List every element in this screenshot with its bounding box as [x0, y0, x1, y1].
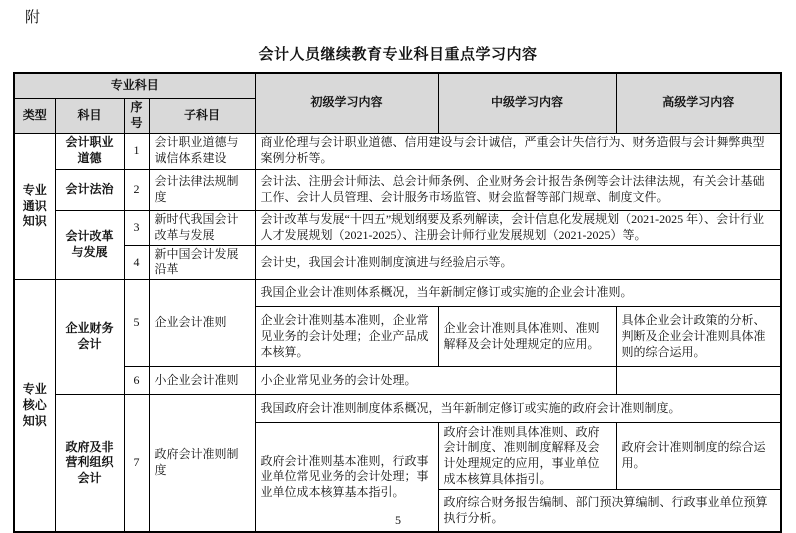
- subject-cell-enterprise-accounting: 企业财务会计: [55, 280, 124, 395]
- content-cell-r7-junior: 政府会计准则基本准则，行政事业单位常见业务的会计处理；事业单位成本核算基本指引。: [255, 423, 438, 533]
- content-cell-r5-senior: 具体企业会计政策的分析、判断及企业会计准则具体准则的综合运用。: [616, 307, 781, 367]
- content-cell-r5-overview: 我国企业会计准则体系概况，当年新制定修订或实施的企业会计准则。: [255, 280, 781, 307]
- study-content-table: [13, 72, 782, 533]
- seq-cell-r1: 1: [124, 133, 149, 169]
- attachment-label: 附: [25, 10, 41, 26]
- content-cell-r7-overview: 我国政府会计准则制度体系概况，当年新制定修订或实施的政府会计准则制度。: [255, 395, 781, 423]
- content-cell-r6: 小企业常见业务的会计处理。: [255, 367, 616, 395]
- subsubject-cell-r2: 会计法律法规制度: [149, 169, 255, 210]
- content-cell-r7-intermediate-senior: 政府综合财务报告编制、部门预决算编制、行政事业单位预算执行分析。: [438, 490, 781, 533]
- seq-cell-r4: 4: [124, 245, 149, 280]
- content-cell-r4: 会计史，我国会计准则制度演进与经验启示等。: [255, 245, 781, 280]
- page-title: 会计人员继续教育专业科目重点学习内容: [258, 47, 538, 63]
- header-type: 类型: [14, 99, 55, 134]
- content-cell-r7-intermediate: 政府会计准则具体准则、政府会计制度、准则制度解释及会计处理规定的应用，事业单位成本核算具体指引。: [438, 423, 616, 490]
- subject-cell-r1: 会计职业道德: [55, 133, 124, 169]
- header-seq: 序号: [124, 99, 149, 134]
- content-cell-r6-senior: [616, 367, 781, 395]
- subsubject-cell-r4: 新中国会计发展沿革: [149, 245, 255, 280]
- type-cell-core-knowledge: 专业核心知识: [14, 280, 55, 533]
- content-cell-r7-senior: 政府会计准则制度的综合运用。: [616, 423, 781, 490]
- subject-cell-government-accounting: 政府及非营利组织会计: [55, 395, 124, 533]
- content-cell-r1: 商业伦理与会计职业道德、信用建设与会计诚信，严重会计失信行为、财务造假与会计舞弊典型案例分析等。: [255, 133, 781, 169]
- subsubject-cell-r6: 小企业会计准则: [149, 367, 255, 395]
- seq-cell-r3: 3: [124, 210, 149, 245]
- type-cell-general-knowledge: 专业通识知识: [14, 133, 55, 280]
- subsubject-cell-r3: 新时代我国会计改革与发展: [149, 210, 255, 245]
- header-subject: 科目: [55, 99, 124, 134]
- subsubject-cell-r5: 企业会计准则: [149, 280, 255, 367]
- subject-cell-reform: 会计改革与发展: [55, 210, 124, 280]
- header-subsubject: 子科目: [149, 99, 255, 134]
- seq-cell-r6: 6: [124, 367, 149, 395]
- header-senior-content: 高级学习内容: [616, 73, 781, 133]
- content-cell-r5-intermediate: 企业会计准则具体准则、准则解释及会计处理规定的应用。: [438, 307, 616, 367]
- subject-cell-r2: 会计法治: [55, 169, 124, 210]
- header-professional-subjects: 专业科目: [14, 73, 255, 99]
- seq-cell-r2: 2: [124, 169, 149, 210]
- header-junior-content: 初级学习内容: [255, 73, 438, 133]
- subsubject-cell-r1: 会计职业道德与诚信体系建设: [149, 133, 255, 169]
- content-cell-r3: 会计改革与发展“十四五”规划纲要及系列解读，会计信息化发展规划（2021-2025 年）、会计行业人才发展规划（2021-2025）、注册会计师行业发展规划（2021-2025）等。: [255, 210, 781, 245]
- content-cell-r5-junior: 企业会计准则基本准则，企业常见业务的会计处理；企业产品成本核算。: [255, 307, 438, 367]
- seq-cell-r5: 5: [124, 280, 149, 367]
- content-cell-r2: 会计法、注册会计师法、总会计师条例、企业财务会计报告条例等会计法律法规，有关会计基础工作、会计人员管理、会计服务市场监管、财会监督等部门规章、制度文件。: [255, 169, 781, 210]
- seq-cell-r7: 7: [124, 395, 149, 533]
- page-number: 5: [395, 513, 401, 527]
- header-intermediate-content: 中级学习内容: [438, 73, 616, 133]
- subsubject-cell-r7: 政府会计准则制度: [149, 395, 255, 533]
